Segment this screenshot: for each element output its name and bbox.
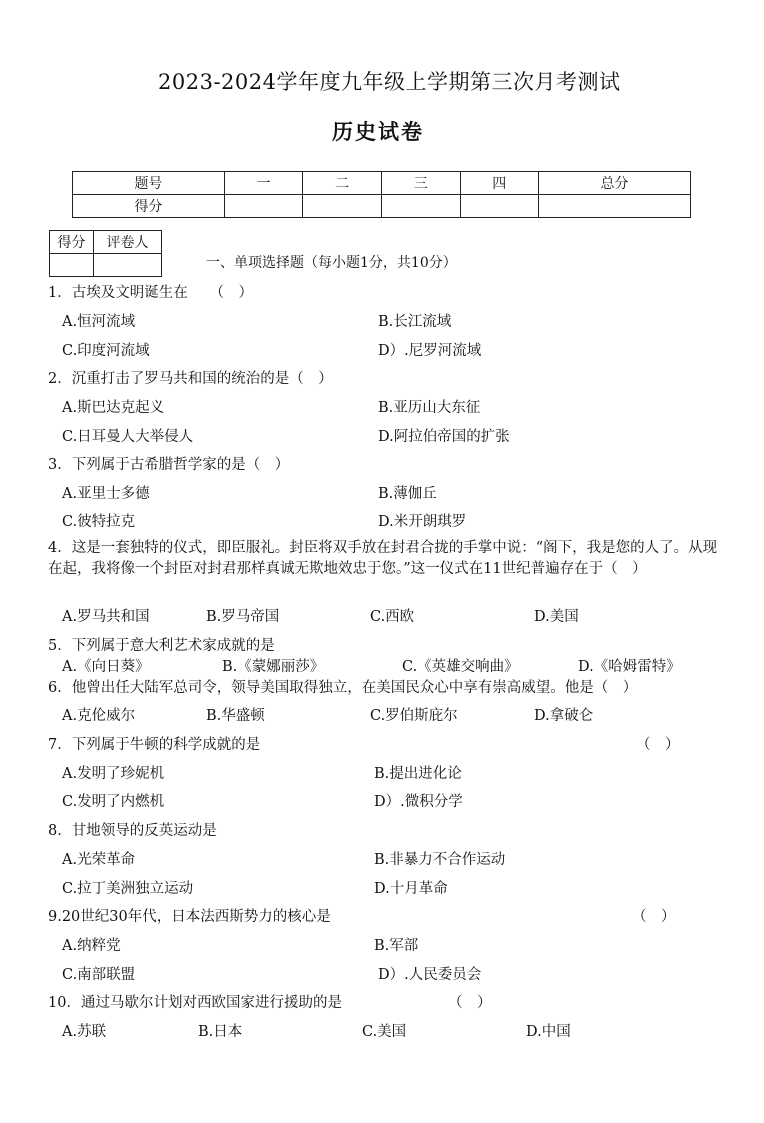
question-option[interactable]: D.拿破仑 <box>534 708 594 724</box>
question-option[interactable]: D.美国 <box>534 609 579 625</box>
score-input-cell[interactable] <box>460 195 539 218</box>
question-option[interactable]: B.华盛顿 <box>206 708 265 724</box>
question-option[interactable]: D.米开朗琪罗 <box>378 514 467 530</box>
question-option[interactable]: B.日本 <box>198 1024 243 1040</box>
exam-title: 2023-2024学年度九年级上学期第三次月考测试 <box>158 70 621 94</box>
question-option[interactable]: A.罗马共和国 <box>62 609 150 625</box>
answer-paren: （ ） <box>636 737 680 753</box>
question-stem: 9.20世纪30年代，日本法西斯势力的核心是 <box>48 909 331 925</box>
score-input-cell[interactable] <box>303 195 382 218</box>
subject-title: 历史试卷 <box>332 119 424 144</box>
question-option[interactable]: A.《向日葵》 <box>62 659 150 675</box>
question-option[interactable]: A.发明了珍妮机 <box>62 766 165 782</box>
score-table-cell: 二 <box>303 172 382 195</box>
question-stem: 8．甘地领导的反英运动是 <box>48 823 217 839</box>
question-stem: 4．这是一套独特的仪式，即臣服礼。封臣将双手放在封君合拢的手掌中说：“阁下，我是您的人了。从现在起，我将像一个封臣对封君那样真诚无欺地效忠于您。”这一仪式在11世纪普遍存在于（ ） <box>48 540 718 577</box>
score-table-cell: 四 <box>460 172 539 195</box>
question-option[interactable]: D）.微积分学 <box>374 794 463 810</box>
question-option[interactable]: B.非暴力不合作运动 <box>374 852 506 868</box>
score-table-cell: 得分 <box>73 195 225 218</box>
answer-paren: （ ） <box>448 995 492 1011</box>
question-option[interactable]: A.纳粹党 <box>62 938 121 954</box>
grader-table <box>49 230 162 277</box>
question-option[interactable]: B.罗马帝国 <box>206 609 280 625</box>
grader-table-cell: 得分 <box>50 231 94 254</box>
question-option[interactable]: C.西欧 <box>370 609 415 625</box>
question-option[interactable]: D.阿拉伯帝国的扩张 <box>378 429 510 445</box>
question-option[interactable]: D.《哈姆雷特》 <box>578 659 681 675</box>
question-option[interactable]: B.军部 <box>374 938 419 954</box>
score-table-cell: 题号 <box>73 172 225 195</box>
question-option[interactable]: B.薄伽丘 <box>378 486 437 502</box>
score-input-cell[interactable] <box>539 195 691 218</box>
answer-paren: （ ） <box>632 909 676 925</box>
question-stem: 6．他曾出任大陆军总司令，领导美国取得独立，在美国民众心中享有崇高威望。他是（ ） <box>48 680 638 696</box>
question-option[interactable]: A.亚里士多德 <box>62 486 150 502</box>
question-option[interactable]: A.斯巴达克起义 <box>62 400 165 416</box>
question-stem: 1．古埃及文明诞生在 （ ） <box>48 285 253 301</box>
score-table-score-row <box>73 195 691 218</box>
question-option[interactable]: B.长江流域 <box>378 314 452 330</box>
question-option[interactable]: C.罗伯斯庇尔 <box>370 708 458 724</box>
question-option[interactable]: C.《英雄交响曲》 <box>402 659 519 675</box>
question-option[interactable]: C.发明了内燃机 <box>62 794 165 810</box>
question-option[interactable]: A.光荣革命 <box>62 852 136 868</box>
section-heading: 一、单项选择题（每小题1分，共10分） <box>206 255 457 271</box>
question-option[interactable]: C.南部联盟 <box>62 967 136 983</box>
grader-table-cell: 评卷人 <box>94 231 162 254</box>
question-option[interactable]: A.恒河流域 <box>62 314 136 330</box>
question-option[interactable]: B.亚历山大东征 <box>378 400 481 416</box>
question-option[interactable]: D）.尼罗河流域 <box>378 343 482 359</box>
question-stem: 3．下列属于古希腊哲学家的是（ ） <box>48 457 290 473</box>
grader-input-cell[interactable] <box>94 254 162 277</box>
question-option[interactable]: D.十月革命 <box>374 881 448 897</box>
score-table-header-row <box>73 172 691 195</box>
question-option[interactable]: C.拉丁美洲独立运动 <box>62 881 194 897</box>
question-option[interactable]: D）.人民委员会 <box>378 967 482 983</box>
question-stem: 10．通过马歇尔计划对西欧国家进行援助的是 <box>48 995 342 1011</box>
score-table-cell: 三 <box>381 172 460 195</box>
question-option[interactable]: C.彼特拉克 <box>62 514 136 530</box>
grader-input-cell[interactable] <box>50 254 94 277</box>
question-option[interactable]: B.《蒙娜丽莎》 <box>222 659 325 675</box>
score-table <box>72 171 691 218</box>
question-option[interactable]: C.美国 <box>362 1024 407 1040</box>
question-option[interactable]: A.苏联 <box>62 1024 107 1040</box>
question-option[interactable]: B.提出进化论 <box>374 766 462 782</box>
question-stem: 7．下列属于牛顿的科学成就的是 <box>48 737 261 753</box>
score-input-cell[interactable] <box>224 195 303 218</box>
score-table-cell: 总分 <box>539 172 691 195</box>
score-input-cell[interactable] <box>381 195 460 218</box>
question-option[interactable]: D.中国 <box>526 1024 571 1040</box>
score-table-cell: 一 <box>224 172 303 195</box>
question-stem: 5．下列属于意大利艺术家成就的是 <box>48 638 275 654</box>
question-option[interactable]: A.克伦威尔 <box>62 708 136 724</box>
question-stem: 2．沉重打击了罗马共和国的统治的是（ ） <box>48 371 333 387</box>
question-option[interactable]: C.日耳曼人大举侵人 <box>62 429 194 445</box>
question-option[interactable]: C.印度河流域 <box>62 343 150 359</box>
